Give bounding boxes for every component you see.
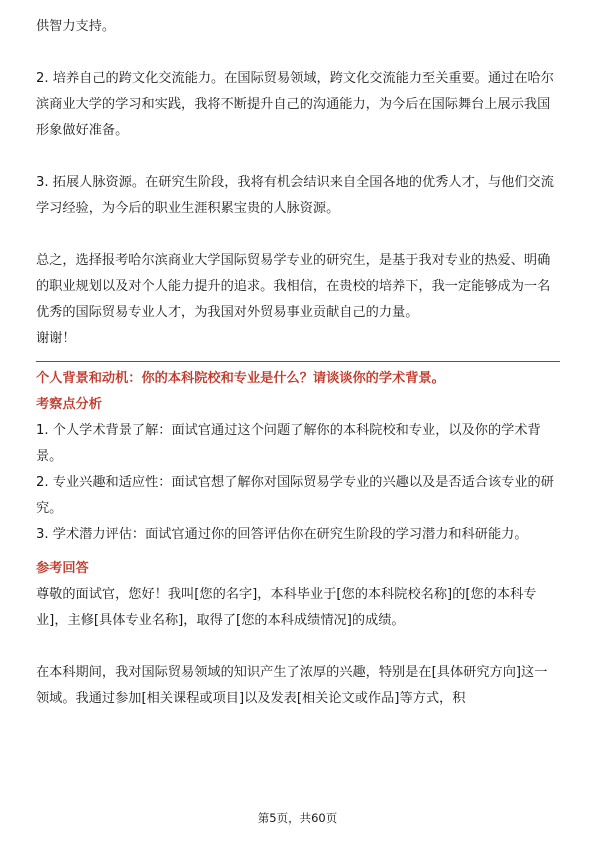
answer-heading: 参考回答 — [36, 561, 89, 576]
analysis-item: 1. 个人学术背景了解：面试官通过这个问题了解你的本科院校和专业，以及你的学术背景。 — [36, 423, 541, 464]
page-number: 第5页，共60页 — [257, 811, 338, 825]
analysis-item: 3. 学术潜力评估：面试官通过你的回答评估你在研究生阶段的学习潜力和科研能力。 — [36, 527, 528, 542]
question-title: 个人背景和动机：你的本科院校和专业是什么？请谈谈你的学术背景。 — [36, 371, 445, 386]
answer-paragraph-2: 在本科期间，我对国际贸易领域的知识产生了浓厚的兴趣，特别是在[具体研究方向]这一领域。我通过参加[相关课程或项目]以及发表[相关论文或作品]等方式，积 — [36, 665, 548, 706]
point-3-paragraph: 3. 拓展人脉资源。在研究生阶段，我将有机会结识来自全国各地的优秀人才，与他们交流学习经验，为今后的职业生涯积累宝贵的人脉资源。 — [36, 175, 554, 216]
continuation-paragraph: 供智力支持。 — [36, 19, 116, 34]
point-2-paragraph: 2. 培养自己的跨文化交流能力。在国际贸易领域，跨文化交流能力至关重要。通过在哈尔滨商业大学的学习和实践，我将不断提升自己的沟通能力，为今后在国际舞台上展示我国形象做好准备。 — [36, 71, 554, 138]
answer-paragraph-1: 尊敬的面试官，您好！我叫[您的名字]，本科毕业于[您的本科院校名称]的[您的本科专业]，主修[具体专业名称]，取得了[您的本科成绩情况]的成绩。 — [36, 587, 537, 628]
summary-paragraph: 总之，选择报考哈尔滨商业大学国际贸易学专业的研究生，是基于我对专业的热爱、明确的职业规划以及对个人能力提升的追求。我相信，在贵校的培养下，我一定能够成为一名优秀的国际贸易专业人才，为我国对外贸易事业贡献自己的力量。 — [36, 253, 551, 320]
analysis-item: 2. 专业兴趣和适应性：面试官想了解你对国际贸易学专业的兴趣以及是否适合该专业的研究。 — [36, 475, 554, 516]
document-page — [36, 14, 560, 712]
analysis-heading: 考察点分析 — [36, 397, 102, 412]
section-divider — [36, 361, 560, 362]
thanks-line: 谢谢！ — [36, 331, 76, 346]
